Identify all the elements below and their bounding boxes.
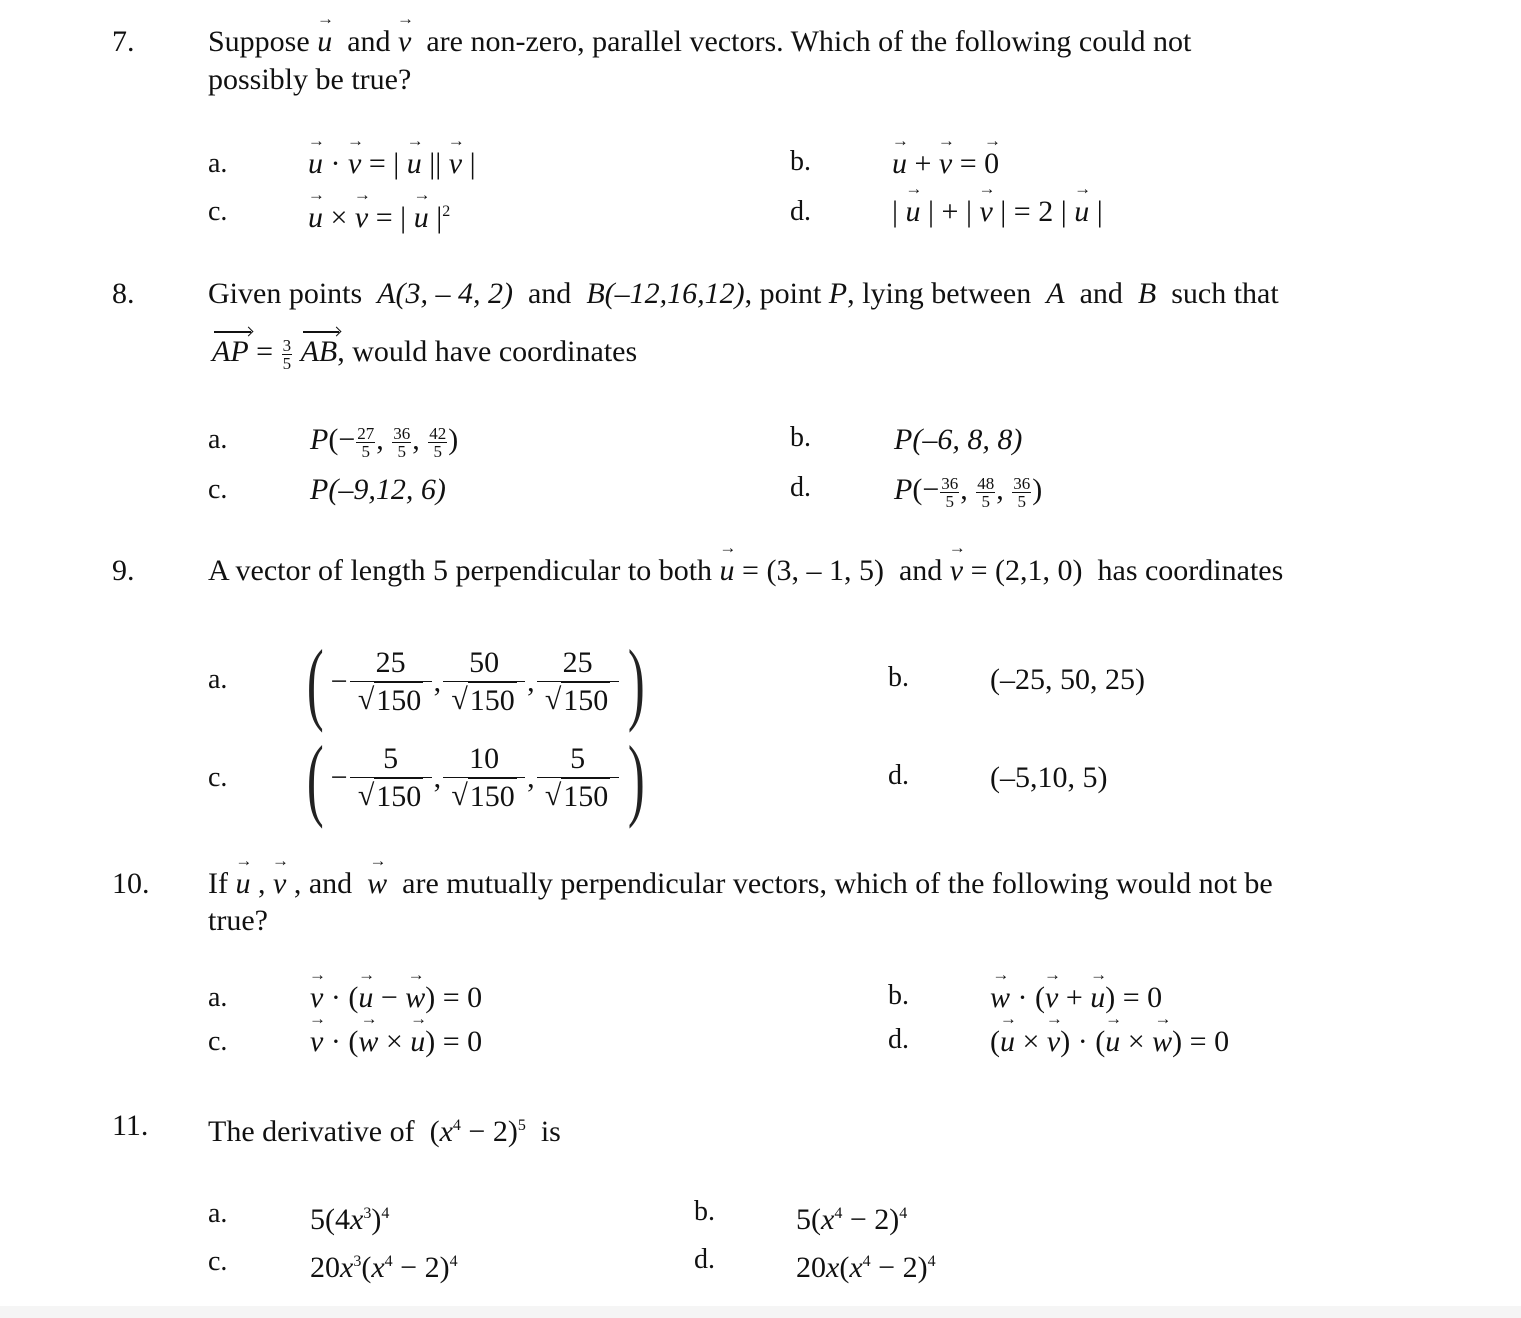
q7-option-d[interactable]: | u → | + | v → | = 2 | u → | [892,194,1103,230]
q9-option-b[interactable]: (–25, 50, 25) [990,663,1145,696]
question-11-text: The derivative of $(x^4 - 2)^5$ is [208,1115,561,1148]
q10-option-c[interactable]: v → · (w → × u →) = 0 [310,1024,482,1060]
q11-option-b-label[interactable]: b. [694,1196,715,1227]
v-vector: v → [398,24,411,60]
q11-option-a[interactable]: $5(4x^3)^4$ [310,1203,390,1236]
q10-option-a[interactable]: v → · (u → − w →) = 0 [310,980,482,1016]
q7-option-c-label[interactable]: c. [208,196,228,227]
q8-option-b[interactable]: P(–6, 8, 8) [894,423,1023,456]
q9-option-d[interactable]: (–5,10, 5) [990,761,1108,794]
q11-option-c-label[interactable]: c. [208,1246,228,1277]
question-11-number: 11. [112,1109,149,1142]
q9-option-d-label[interactable]: d. [888,760,909,791]
question-10-number: 10. [112,867,150,900]
q8-option-a[interactable]: P(− $\frac{27}{5}$ , $\frac{36}{5}$ , $\frac{42}{5}$ ) [310,423,459,461]
q7-option-a[interactable]: u → · v → = | u → || v → | [308,146,476,182]
q8-option-c[interactable]: P(–9,12, 6) [310,473,446,506]
u-vector: u → [317,24,332,60]
q7-option-a-label[interactable]: a. [208,148,228,179]
question-9-number: 9. [112,554,135,587]
q8-option-d-label[interactable]: d. [790,472,811,503]
q9-option-c-label[interactable]: c. [208,762,228,793]
q10-option-c-label[interactable]: c. [208,1026,228,1057]
q7-option-b[interactable]: u → + v → = 0 → [892,146,999,182]
page-bottom-edge [0,1306,1521,1318]
q10-option-b-label[interactable]: b. [888,980,909,1011]
q11-option-b[interactable]: $5(x^4 - 2)^4$ [796,1203,908,1236]
q7-option-d-label[interactable]: d. [790,196,811,227]
q9-option-a[interactable]: ( − 25 √ 150 , 50 √ 150 , 25 √ 150 ) [306,631,645,733]
question-8-text-line2: AP = $\frac{3}{5}$ AB, would have coordinates [212,335,638,373]
q7-option-b-label[interactable]: b. [790,146,811,177]
q9-option-a-label[interactable]: a. [208,664,228,695]
q11-option-d[interactable]: $20x(x^4 - 2)^4$ [796,1251,936,1284]
question-8-number: 8. [112,277,135,310]
q11-option-a-label[interactable]: a. [208,1198,228,1229]
q7-option-c[interactable]: u → × v → = | $u \to |^2$ [308,194,450,236]
q9-option-c[interactable]: ( − 5 √ 150 , 10 √ 150 , 5 √ 150 ) [306,727,645,829]
q9-option-b-label[interactable]: b. [888,662,909,693]
q8-option-c-label[interactable]: c. [208,474,228,505]
question-9-text: A vector of length 5 perpendicular to both u → = (3, – 1, 5) and v → = (2,1, 0) has coordinates [208,553,1283,589]
q11-option-c[interactable]: $20x^3(x^4 - 2)^4$ [310,1251,458,1284]
q8-option-d[interactable]: P(− $\frac{36}{5}$ , $\frac{48}{5}$ , $\frac{36}{5}$ ) [894,473,1043,511]
q10-option-a-label[interactable]: a. [208,982,228,1013]
q8-option-b-label[interactable]: b. [790,422,811,453]
question-7-number: 7. [112,25,135,58]
q8-option-a-label[interactable]: a. [208,424,228,455]
q10-option-d-label[interactable]: d. [888,1024,909,1055]
question-7-text-line1: Suppose u → and v → are non-zero, parallel vectors. Which of the following could not [208,24,1191,60]
question-7-text-line2: possibly be true? [208,63,412,96]
question-10-text-line1: If u → , v → , and w → are mutually perpendicular vectors, which of the following would not be [208,866,1273,902]
q10-option-d[interactable]: (u → × v →) · (u → × w →) = 0 [990,1024,1229,1060]
question-8-text-line1: Given points A(3, – 4, 2) and B(–12,16,12), point P, lying between A and B such that [208,277,1279,310]
q10-option-b[interactable]: w → · (v → + u →) = 0 [990,980,1162,1016]
question-10-text-line2: true? [208,904,268,937]
q11-option-d-label[interactable]: d. [694,1244,715,1275]
